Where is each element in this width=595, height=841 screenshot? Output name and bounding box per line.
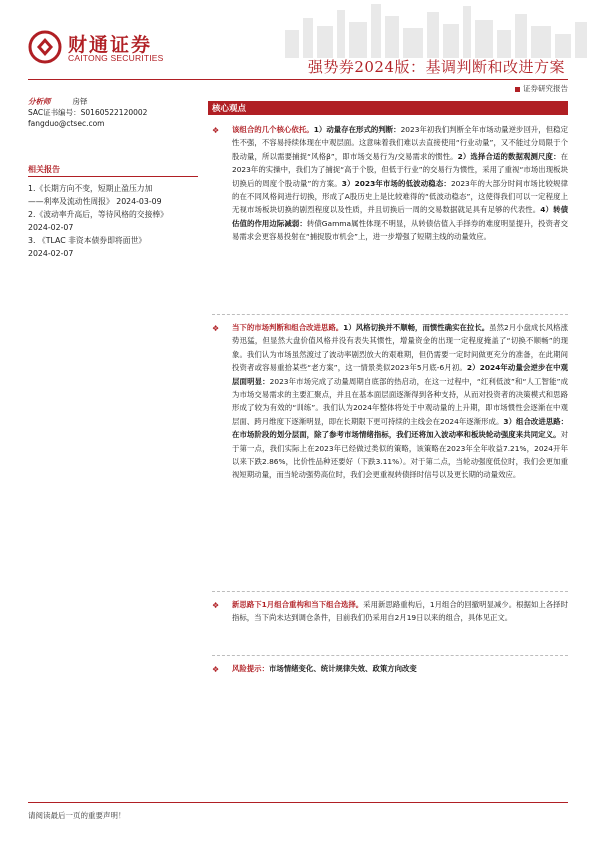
point-2-s1-heading: 1）风格切换并不顺畅，而惯性确实在拉长。 <box>343 323 490 332</box>
diamond-bullet-icon: ❖ <box>212 324 220 333</box>
cert-label: SAC证书编号： <box>28 108 81 117</box>
related-report-2-line2: 2024-02-07 <box>28 223 74 232</box>
core-point-2 <box>212 321 568 482</box>
core-views-heading: 核心观点 <box>212 104 247 114</box>
related-report-3-line2: 2024-02-07 <box>28 249 74 258</box>
diamond-bullet-icon: ❖ <box>212 601 220 610</box>
core-point-1 <box>212 123 568 244</box>
diamond-bullet-icon: ❖ <box>212 126 220 135</box>
related-report-1-line2: ——利率及流动性周报》 2024-03-09 <box>28 197 162 206</box>
analyst-name: 房铎 <box>72 97 88 106</box>
report-type-label <box>480 83 568 94</box>
point-2-s2-heading: 2）2024年动量会逆步在中观层面明显： <box>232 363 568 386</box>
risk-warning <box>212 662 568 675</box>
report-type-text: 证券研究报告 <box>523 84 568 93</box>
point-1-s4-text: 转债Gamma属性体现不明显，从转债估值入手择券的难度明显提升，投资者交易需求会更容易投射在“捕捉股市机会”上，进一步增强了短期主线的动量效应。 <box>232 218 568 242</box>
logo-english-name: CAITONG SECURITIES <box>68 53 164 63</box>
point-2-s1-text: 虽然2月小盘成长风格涨势迅猛，但显然大盘价值风格并没有表失其惯性，增量资金的出现一定程度掩盖了“切换不顺畅”的现象。我们认为市场虽然渡过了波动率剧烈放大的艰难期，但仍需要一定时间做更充分的准备，在此期间投资者或容易重拾某些“老方案”，这一情景类似2023年5月底-6月初。 <box>232 323 568 373</box>
company-logo <box>28 30 188 66</box>
core-point-3 <box>212 598 568 625</box>
point-1-s1-text: 2023年初我们判断全年市场动量逆步回升，但稳定性不强，不容易持续体现在中观层面。这意味着我们难以去直接使用“行业动量”，又不能过分局限于个股动量，所以需要捕捉“风格β”，即市场交易行为/交易需求的惯性。 <box>232 125 568 161</box>
square-bullet-icon <box>515 87 520 92</box>
related-report-3-line1[interactable]: 3. 《TLAC 非资本债券即将面世》 <box>28 236 147 245</box>
risk-warning-text: 市场情绪变化、统计规律失效、政策方向改变 <box>268 664 417 673</box>
point-1-title: 该组合的几个核心依托。 <box>232 125 314 134</box>
report-title: 强势券2024版：基调判断和改进方案 <box>307 58 565 76</box>
analyst-label: 分析师 <box>28 97 51 106</box>
core-views-heading-bar <box>208 101 568 115</box>
section-divider <box>212 655 568 656</box>
section-divider <box>212 591 568 592</box>
analyst-line <box>28 96 198 107</box>
related-report-2-line1[interactable]: 2.《波动率升高后，等待风格的交接棒》 <box>28 210 168 219</box>
point-2-s3-heading: 3）组合改进思路：在市场阶段的划分层面，除了参考市场情绪指标，我们还将加入波动率和板块轮动强度来共同定义。 <box>232 416 568 440</box>
point-1-s3-text: 2023年的大部分时间市场比较规律的在不同风格间进行切换，形成了A股历史上是比较难得的“低波动稳态”，这使得我们可以一定程度上无视市场板块切换的剧烈程度以及性质，并且切换后一周的交易数据就足具有足够的代表性。 <box>232 178 568 215</box>
point-1-s2-text: 在2023年的实操中，我们为了捕捉“高于个股，但低于行业”的交易行为惯性，采用了重视“市场出现板块切换后的周度个股动量”的方案。 <box>232 151 568 188</box>
title-divider <box>28 79 568 80</box>
analyst-info <box>28 96 198 129</box>
footer-divider <box>28 802 568 803</box>
diamond-bullet-icon: ❖ <box>212 665 220 674</box>
logo-chinese-name: 财通证券 <box>68 34 153 56</box>
analyst-email[interactable]: fangduo@ctsec.com <box>28 119 105 128</box>
related-reports-heading: 相关报告 <box>28 164 198 177</box>
section-divider <box>212 314 568 315</box>
point-2-s2-text: 2023年市场完成了动量周期自底部的热启动，在这一过程中，“红利低波”和“人工智能”成为市场交易需求的主要汇聚点，并且在基本面层面逐渐得到各种支持，从而对投资者的决策模式和思路形成了较为有效的“训练”。我们认为2024年整体将处于中观动量的上升期，即市场惯性会逐渐在中观层面、跨月维度下逐渐明显，即在长期限下更可持续的主线会在2024年逐渐形成。 <box>232 376 568 426</box>
cert-line <box>28 107 198 118</box>
point-1-s4-heading: 4）转债估值的作用边际减弱： <box>232 205 568 228</box>
related-reports-list <box>28 182 208 260</box>
logo-mark-icon <box>28 30 62 64</box>
point-3-title: 新思路下1月组合重构和当下组合选择。 <box>232 600 364 609</box>
point-2-s3-text: 对于第一点，我们实际上在2023年已经做过类似的策略，该策略在2023年全年收益7.21%，2024开年以来下跌2.86%，比价性品种还要好（下跌3.11%）。对于第二点，当轮动强度低位时，我们会更加重视短期动量，而当轮动强势高位时，我们会更重视转债择时信号以及更长期的动量效应。 <box>232 430 568 480</box>
point-3-text: 采用新思路重构后，1月组合的回撤明显减少。根据如上各择时指标，当下尚未达到调仓条件，目前我们仍采用自2月19日以来的组合，具体见正文。 <box>232 600 568 623</box>
point-1-s1-heading: 1）动量存在形式的判断： <box>313 125 401 134</box>
footer-disclaimer: 请阅读最后一页的重要声明！ <box>28 811 126 820</box>
point-2-title: 当下的市场判断和组合改进思路。 <box>232 323 344 332</box>
related-report-1-line1[interactable]: 1.《长期方向不变，短期止盈压力加 <box>28 184 153 193</box>
cert-number: S0160522120002 <box>80 108 148 117</box>
point-1-s2-heading: 2）选择合适的数据观测尺度： <box>457 151 561 161</box>
skyline-background <box>175 0 595 58</box>
point-1-s3-heading: 3）2023年市场的低波动稳态： <box>341 178 451 188</box>
risk-warning-label: 风险提示： <box>232 664 269 673</box>
